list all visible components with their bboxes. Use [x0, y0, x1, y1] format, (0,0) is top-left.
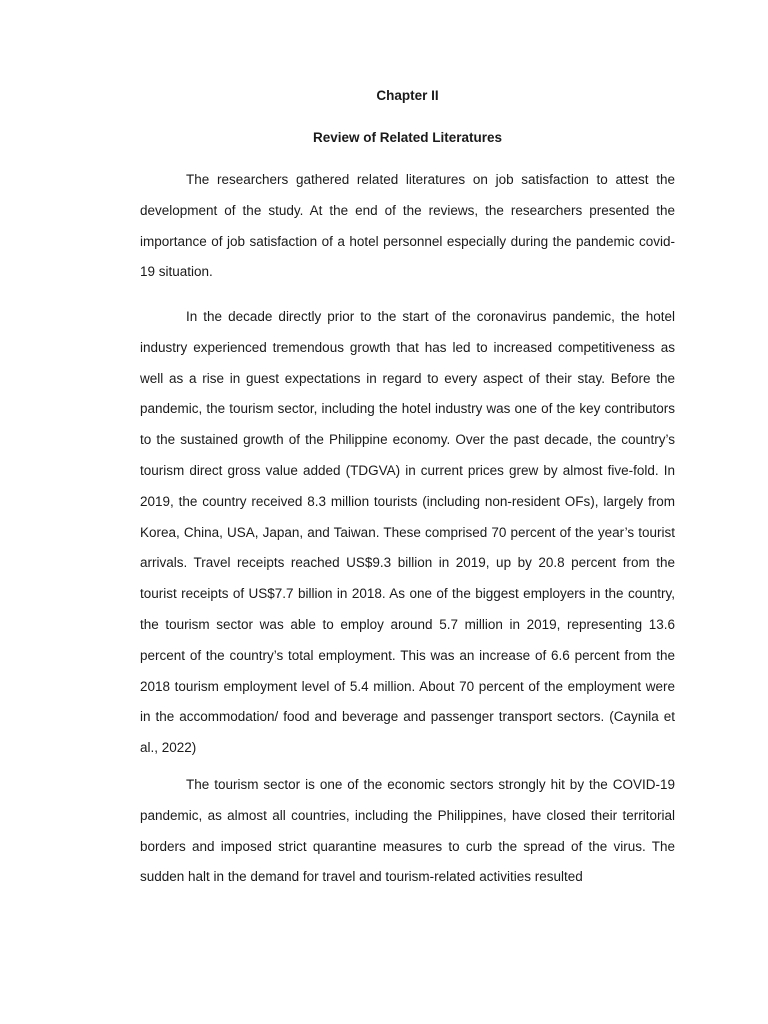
- paragraph-intro: The researchers gathered related literatures on job satisfaction to attest the development of the study. At the end of the reviews, the researchers presented the importance of job satisfaction of a hotel personnel especially during the pandemic covid-19 situation.: [140, 172, 675, 280]
- chapter-heading: Chapter II: [376, 88, 439, 103]
- paragraph-hotel-industry: In the decade directly prior to the start of the coronavirus pandemic, the hotel industry experienced tremendous growth that has led to increased competitiveness as well as a rise in guest expectations in regard to every aspect of their stay. Before the pandemic, the tourism sector, including the hotel industry was one of the key contributors to the sustained growth of the Philippine economy. Over the past decade, the country’s tourism direct gross value added (TDGVA) in current prices grew by almost five-fold. In 2019, the country received 8.3 million tourists (including non-resident OFs), largely from Korea, China, USA, Japan, and Taiwan. These comprised 70 percent of the year’s tourist arrivals. Travel receipts reached US$9.3 billion in 2019, up by 20.8 percent from the tourist receipts of US$7.7 billion in 2018. As one of the biggest employers in the country, the tourism sector was able to employ around 5.7 million in 2019, representing 13.6 percent of the country’s total employment. This was an increase of 6.6 percent from the 2018 tourism employment level of 5.4 million. About 70 percent of the employment were in the accommodation/ food and beverage and passenger transport sectors. (Caynila et al., 2022): [140, 309, 675, 756]
- section-title: Review of Related Literatures: [312, 130, 503, 145]
- paragraph-covid-impact: The tourism sector is one of the economic sectors strongly hit by the COVID-19 pandemic, as almost all countries, including the Philippines, have closed their territorial borders and imposed strict quarantine measures to curb the spread of the virus. The sudden halt in the demand for travel and tourism-related activities resulted: [140, 777, 675, 885]
